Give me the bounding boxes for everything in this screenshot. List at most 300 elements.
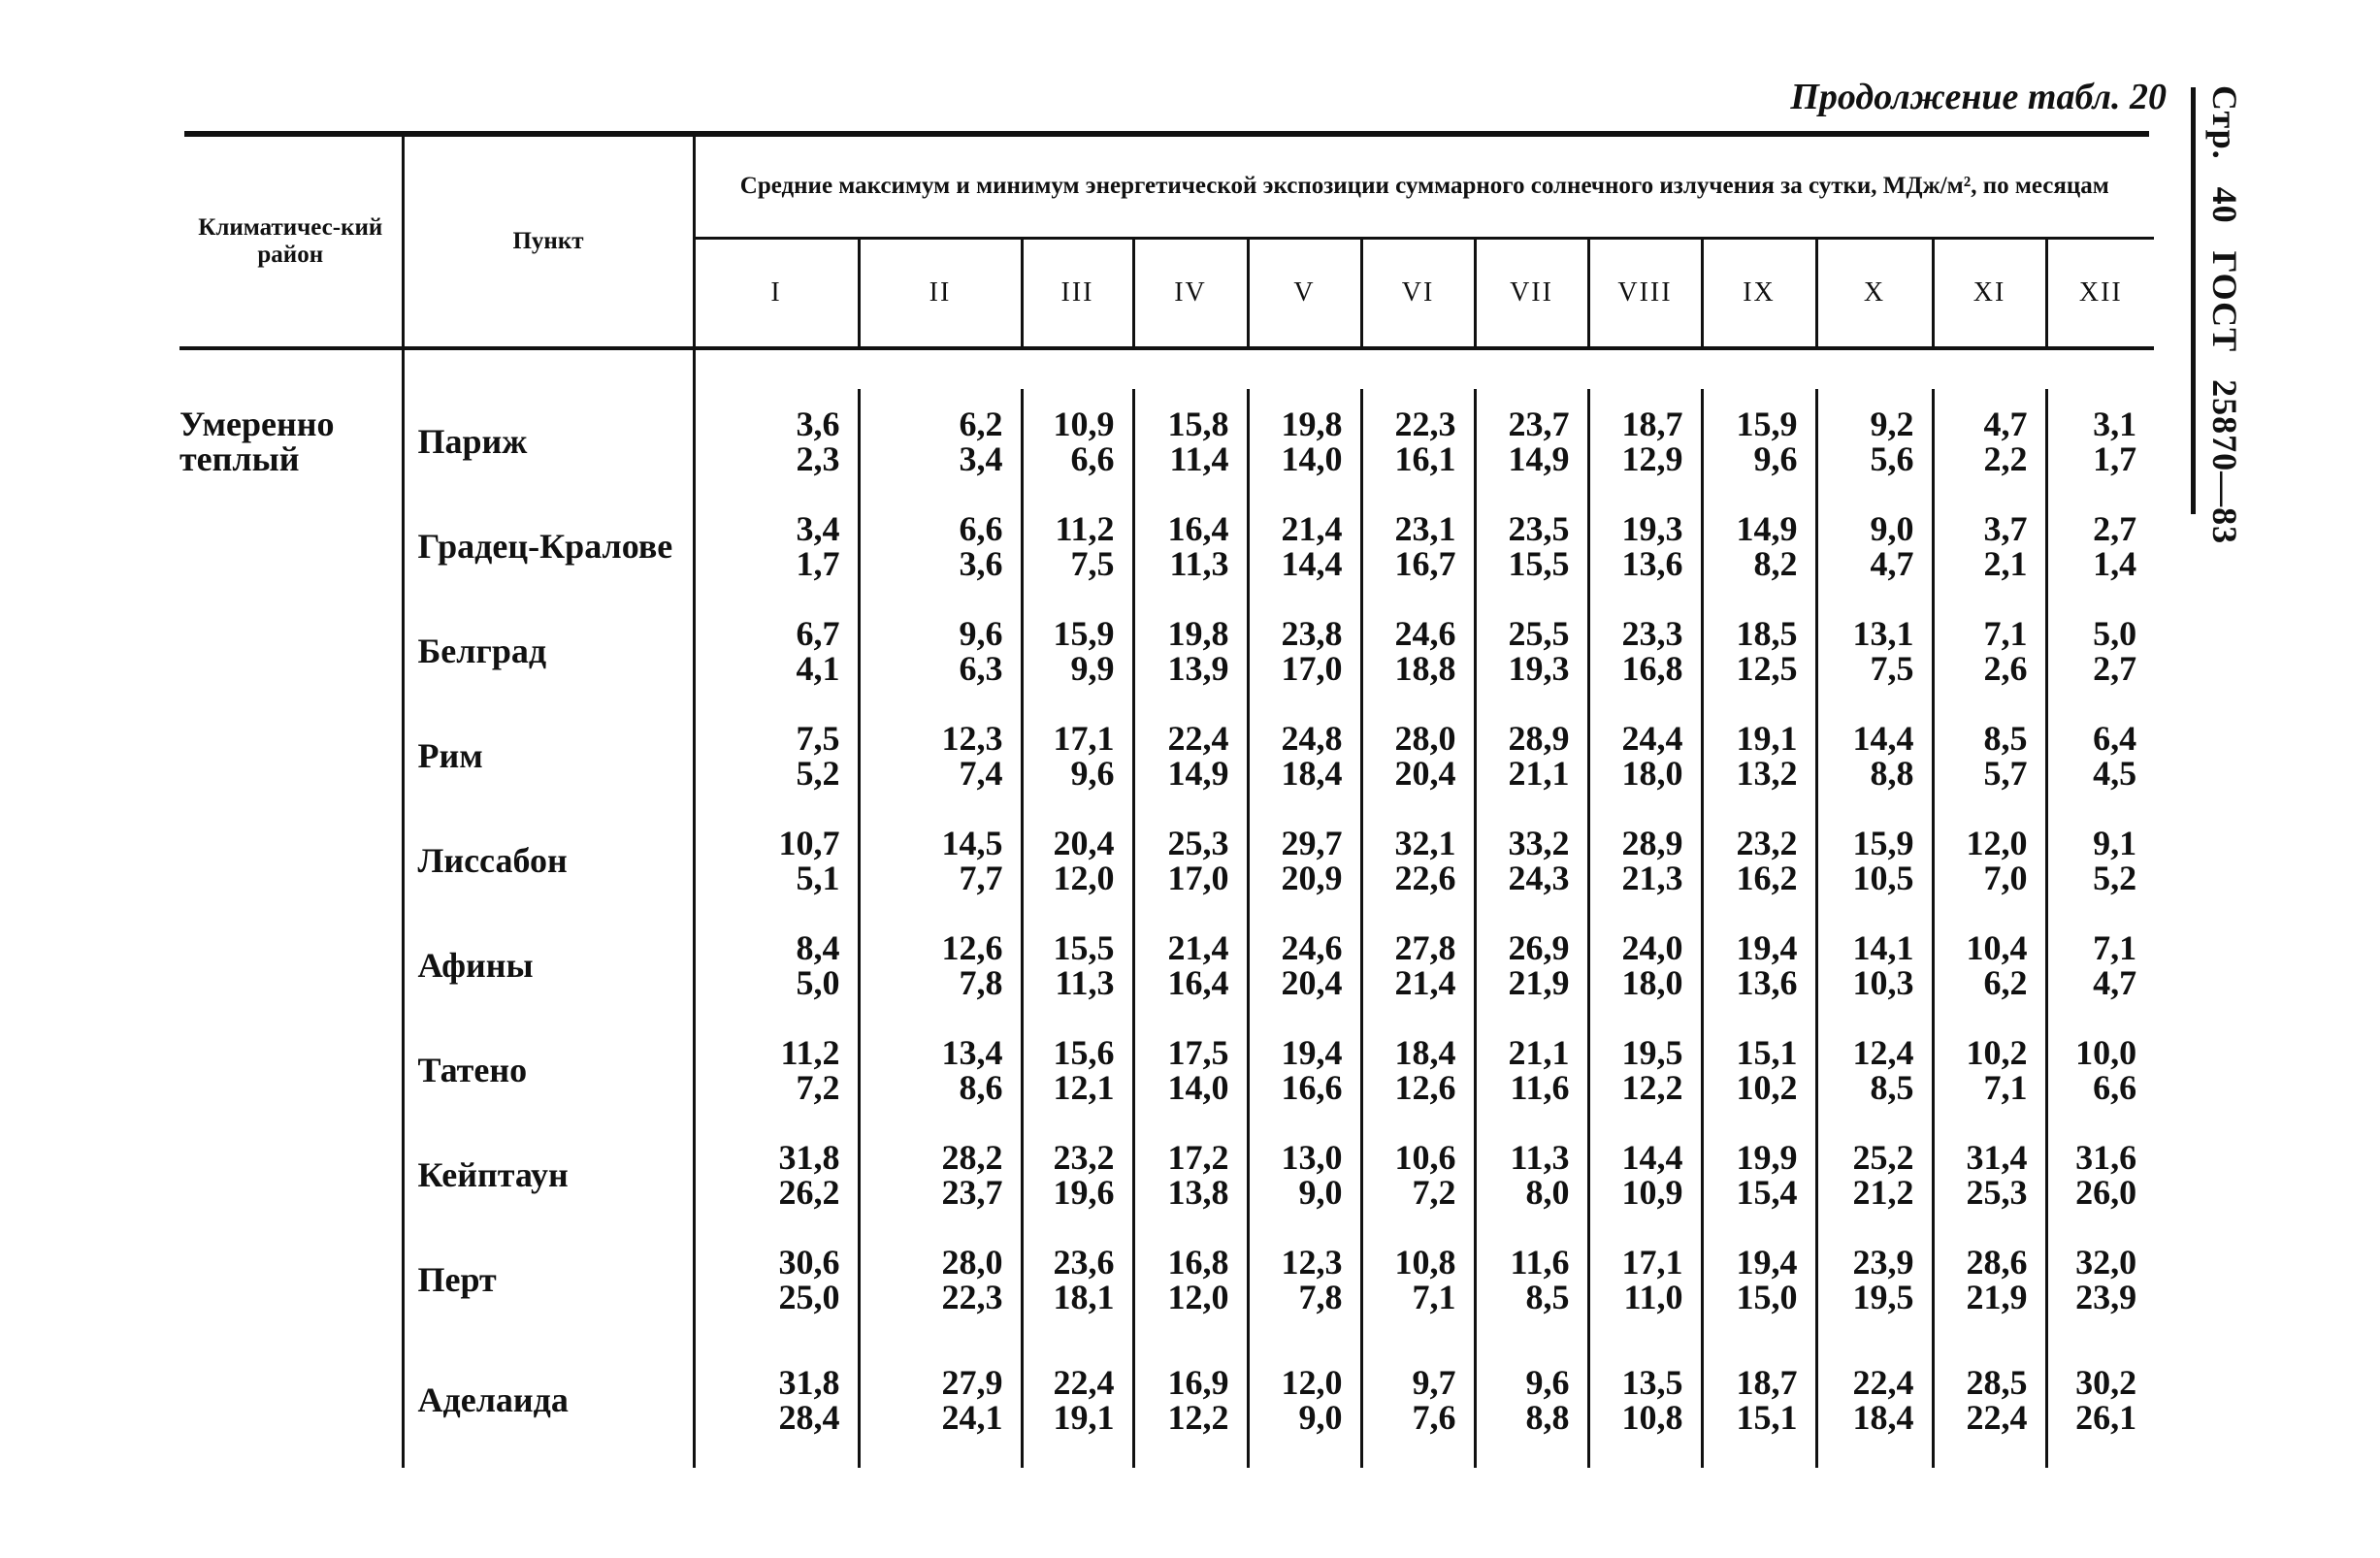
max-value: 29,7 (1281, 824, 1343, 862)
max-value: 19,8 (1281, 405, 1343, 443)
min-value: 18,4 (1852, 1398, 1914, 1437)
value-cell (1248, 703, 1361, 808)
empty-cell (179, 913, 403, 1018)
value-cell (694, 703, 859, 808)
value-cell (1702, 494, 1816, 599)
value-cell (1361, 913, 1475, 1018)
max-value: 18,7 (1621, 405, 1683, 443)
min-value: 14,0 (1281, 439, 1343, 478)
min-value: 23,9 (2075, 1278, 2137, 1316)
value-cell (1022, 703, 1133, 808)
max-value: 6,7 (796, 614, 840, 653)
min-value: 10,9 (1621, 1173, 1683, 1212)
max-value: 26,9 (1508, 928, 1570, 967)
value-cell (1133, 913, 1248, 1018)
max-value: 10,2 (1966, 1033, 2028, 1072)
min-value: 3,4 (959, 439, 1003, 478)
value-cell (1933, 494, 2046, 599)
value-cell (1588, 1227, 1702, 1332)
max-value: 28,9 (1508, 719, 1570, 758)
max-value: 15,9 (1736, 405, 1798, 443)
value-cell (694, 1122, 859, 1227)
min-value: 9,6 (1070, 754, 1115, 793)
place-name: Афины (403, 913, 694, 1018)
value-cell (2046, 808, 2154, 913)
min-value: 16,1 (1394, 439, 1456, 478)
value-cell (1475, 913, 1588, 1018)
max-value: 23,8 (1281, 614, 1343, 653)
value-cell (1475, 1122, 1588, 1227)
value-cell (859, 703, 1022, 808)
min-value: 20,4 (1394, 754, 1456, 793)
place-name: Аделаида (403, 1332, 694, 1468)
value-cell (1248, 1122, 1361, 1227)
value-cell (1588, 1018, 1702, 1122)
min-value: 12,1 (1053, 1068, 1115, 1107)
min-value: 18,8 (1394, 649, 1456, 688)
min-value: 11,0 (1623, 1278, 1683, 1316)
min-value: 17,0 (1281, 649, 1343, 688)
max-value: 10,0 (2075, 1033, 2137, 1072)
max-value: 33,2 (1508, 824, 1570, 862)
min-value: 19,6 (1053, 1173, 1115, 1212)
min-value: 9,0 (1298, 1398, 1343, 1437)
value-cell (1588, 913, 1702, 1018)
min-value: 14,4 (1281, 544, 1343, 583)
month-header: VIII (1588, 239, 1702, 349)
value-cell (1475, 1227, 1588, 1332)
min-value: 7,6 (1412, 1398, 1456, 1437)
value-cell (859, 389, 1022, 494)
max-value: 22,4 (1167, 719, 1229, 758)
value-cell (1933, 1018, 2046, 1122)
min-value: 12,5 (1736, 649, 1798, 688)
max-value: 27,9 (941, 1363, 1003, 1402)
value-cell (2046, 599, 2154, 703)
month-header: XII (2046, 239, 2154, 349)
max-value: 4,7 (1983, 405, 2028, 443)
min-value: 4,5 (2093, 754, 2137, 793)
max-value: 9,1 (2093, 824, 2137, 862)
min-value: 15,5 (1508, 544, 1570, 583)
max-value: 11,2 (780, 1033, 840, 1072)
max-value: 3,1 (2093, 405, 2137, 443)
max-value: 7,1 (1983, 614, 2028, 653)
max-value: 19,4 (1281, 1033, 1343, 1072)
value-cell (1702, 389, 1816, 494)
value-cell (1248, 389, 1361, 494)
value-cell (694, 1332, 859, 1468)
value-cell (1133, 1122, 1248, 1227)
min-value: 25,0 (778, 1278, 840, 1316)
value-cell (1475, 808, 1588, 913)
max-value: 14,9 (1736, 509, 1798, 548)
max-value: 19,5 (1621, 1033, 1683, 1072)
value-cell (1702, 913, 1816, 1018)
max-value: 14,4 (1621, 1138, 1683, 1177)
max-value: 23,3 (1621, 614, 1683, 653)
value-cell (1702, 599, 1816, 703)
max-value: 28,0 (941, 1243, 1003, 1282)
value-cell (1022, 1332, 1133, 1468)
table-row (179, 913, 2154, 1018)
max-value: 30,6 (778, 1243, 840, 1282)
table-row (179, 1227, 2154, 1332)
min-value: 20,9 (1281, 859, 1343, 897)
min-value: 11,4 (1169, 439, 1229, 478)
value-cell (1133, 1332, 1248, 1468)
value-cell (1816, 1332, 1933, 1468)
min-value: 5,2 (796, 754, 840, 793)
min-value: 8,8 (1525, 1398, 1570, 1437)
value-cell (1475, 1018, 1588, 1122)
value-cell (1133, 1227, 1248, 1332)
max-value: 6,4 (2093, 719, 2137, 758)
value-cell (1248, 1227, 1361, 1332)
table-caption: Продолжение табл. 20 (1790, 77, 2167, 117)
max-value: 19,4 (1736, 1243, 1798, 1282)
month-header: III (1022, 239, 1133, 349)
empty-cell (179, 808, 403, 913)
max-value: 32,1 (1394, 824, 1456, 862)
value-cell (1248, 808, 1361, 913)
value-cell (1133, 1018, 1248, 1122)
max-value: 19,4 (1736, 928, 1798, 967)
max-value: 31,8 (778, 1138, 840, 1177)
max-value: 14,5 (941, 824, 1003, 862)
value-cell (1702, 1018, 1816, 1122)
min-value: 18,4 (1281, 754, 1343, 793)
page-side-label: Стр. 40 ГОСТ 25870—83 (2205, 85, 2244, 545)
max-value: 28,6 (1966, 1243, 2028, 1282)
min-value: 7,1 (1412, 1278, 1456, 1316)
value-cell (2046, 494, 2154, 599)
value-cell (1588, 703, 1702, 808)
min-value: 15,4 (1736, 1173, 1798, 1212)
month-header: I (694, 239, 859, 349)
max-value: 9,2 (1870, 405, 1914, 443)
max-value: 3,7 (1983, 509, 2028, 548)
max-value: 15,8 (1167, 405, 1229, 443)
min-value: 19,1 (1053, 1398, 1115, 1437)
value-cell (1133, 808, 1248, 913)
max-value: 6,6 (959, 509, 1003, 548)
min-value: 8,5 (1870, 1068, 1914, 1107)
value-cell (694, 1227, 859, 1332)
region-column-header: Климатичес-кий район (179, 136, 403, 348)
max-value: 16,8 (1167, 1243, 1229, 1282)
value-cell (1816, 1018, 1933, 1122)
value-cell (1588, 1332, 1702, 1468)
max-value: 7,5 (796, 719, 840, 758)
value-cell (1022, 494, 1133, 599)
max-value: 28,9 (1621, 824, 1683, 862)
max-value: 18,4 (1394, 1033, 1456, 1072)
min-value: 4,7 (2093, 963, 2137, 1002)
max-value: 9,6 (959, 614, 1003, 653)
min-value: 13,9 (1167, 649, 1229, 688)
min-value: 10,2 (1736, 1068, 1798, 1107)
min-value: 17,0 (1167, 859, 1229, 897)
max-value: 18,5 (1736, 614, 1798, 653)
min-value: 25,3 (1966, 1173, 2028, 1212)
max-value: 22,3 (1394, 405, 1456, 443)
max-value: 10,6 (1394, 1138, 1456, 1177)
value-cell (859, 1332, 1022, 1468)
max-value: 17,1 (1053, 719, 1115, 758)
min-value: 7,1 (1983, 1068, 2028, 1107)
value-cell (1702, 808, 1816, 913)
max-value: 15,5 (1053, 928, 1115, 967)
min-value: 7,4 (959, 754, 1003, 793)
min-value: 28,4 (778, 1398, 840, 1437)
max-value: 16,4 (1167, 509, 1229, 548)
month-header: IV (1133, 239, 1248, 349)
value-cell (1133, 599, 1248, 703)
table-row (179, 494, 2154, 599)
place-name: Градец-Кралове (403, 494, 694, 599)
value-cell (859, 494, 1022, 599)
max-value: 23,6 (1053, 1243, 1115, 1282)
table-row (179, 599, 2154, 703)
min-value: 22,4 (1966, 1398, 2028, 1437)
max-value: 31,4 (1966, 1138, 2028, 1177)
value-cell (1702, 1332, 1816, 1468)
min-value: 7,7 (959, 859, 1003, 897)
max-value: 24,0 (1621, 928, 1683, 967)
min-value: 21,4 (1394, 963, 1456, 1002)
value-cell (1248, 599, 1361, 703)
min-value: 5,2 (2093, 859, 2137, 897)
min-value: 6,2 (1983, 963, 2028, 1002)
max-value: 13,4 (941, 1033, 1003, 1072)
max-value: 21,4 (1281, 509, 1343, 548)
max-value: 22,4 (1053, 1363, 1115, 1402)
min-value: 7,5 (1070, 544, 1115, 583)
min-value: 16,7 (1394, 544, 1456, 583)
value-cell (1816, 389, 1933, 494)
empty-cell (179, 1018, 403, 1122)
min-value: 4,1 (796, 649, 840, 688)
months-group-header: Средние максимум и минимум энергетической экспозиции суммарного солнечного излучения за сутки, МДж/м², по месяцам (694, 136, 2154, 239)
min-value: 21,9 (1508, 963, 1570, 1002)
min-value: 9,9 (1070, 649, 1115, 688)
max-value: 31,8 (778, 1363, 840, 1402)
min-value: 19,5 (1852, 1278, 1914, 1316)
value-cell (1588, 1122, 1702, 1227)
min-value: 26,1 (2075, 1398, 2137, 1437)
min-value: 6,3 (959, 649, 1003, 688)
value-cell (1133, 703, 1248, 808)
min-value: 15,0 (1736, 1278, 1798, 1316)
value-cell (859, 1122, 1022, 1227)
value-cell (694, 913, 859, 1018)
value-cell (1361, 1332, 1475, 1468)
min-value: 15,1 (1736, 1398, 1798, 1437)
page-side-rule (2191, 87, 2196, 514)
month-header: X (1816, 239, 1933, 349)
place-name: Лиссабон (403, 808, 694, 913)
value-cell (1133, 389, 1248, 494)
value-cell (859, 913, 1022, 1018)
value-cell (1022, 1122, 1133, 1227)
min-value: 12,9 (1621, 439, 1683, 478)
max-value: 13,1 (1852, 614, 1914, 653)
min-value: 18,0 (1621, 963, 1683, 1002)
max-value: 28,0 (1394, 719, 1456, 758)
table-row (179, 1332, 2154, 1468)
empty-cell (179, 1227, 403, 1332)
value-cell (1816, 808, 1933, 913)
min-value: 24,1 (941, 1398, 1003, 1437)
min-value: 19,3 (1508, 649, 1570, 688)
climatic-region: Умеренно теплый (179, 405, 335, 478)
min-value: 7,8 (1298, 1278, 1343, 1316)
max-value: 14,1 (1852, 928, 1914, 967)
value-cell (1933, 1227, 2046, 1332)
max-value: 12,3 (941, 719, 1003, 758)
max-value: 13,5 (1621, 1363, 1683, 1402)
min-value: 8,2 (1753, 544, 1798, 583)
min-value: 10,8 (1621, 1398, 1683, 1437)
max-value: 11,6 (1510, 1243, 1570, 1282)
max-value: 28,2 (941, 1138, 1003, 1177)
min-value: 7,2 (796, 1068, 840, 1107)
empty-cell (179, 1122, 403, 1227)
value-cell (1022, 1018, 1133, 1122)
max-value: 10,7 (778, 824, 840, 862)
min-value: 13,2 (1736, 754, 1798, 793)
value-cell (1361, 1122, 1475, 1227)
max-value: 19,8 (1167, 614, 1229, 653)
max-value: 16,9 (1167, 1363, 1229, 1402)
min-value: 18,1 (1053, 1278, 1115, 1316)
min-value: 11,3 (1169, 544, 1229, 583)
max-value: 2,7 (2093, 509, 2137, 548)
value-cell (1361, 1018, 1475, 1122)
value-cell (2046, 389, 2154, 494)
max-value: 24,6 (1281, 928, 1343, 967)
min-value: 4,7 (1870, 544, 1914, 583)
value-cell (859, 1018, 1022, 1122)
min-value: 3,6 (959, 544, 1003, 583)
place-name: Париж (403, 389, 694, 494)
min-value: 7,5 (1870, 649, 1914, 688)
value-cell (1933, 389, 2046, 494)
max-value: 24,6 (1394, 614, 1456, 653)
max-value: 15,1 (1736, 1033, 1798, 1072)
value-cell (1816, 599, 1933, 703)
max-value: 20,4 (1053, 824, 1115, 862)
table-row (179, 389, 2154, 494)
value-cell (1475, 389, 1588, 494)
table-body (179, 348, 2154, 1468)
value-cell (1933, 703, 2046, 808)
value-cell (859, 808, 1022, 913)
max-value: 10,9 (1053, 405, 1115, 443)
min-value: 5,6 (1870, 439, 1914, 478)
max-value: 18,7 (1736, 1363, 1798, 1402)
min-value: 12,0 (1167, 1278, 1229, 1316)
value-cell (1475, 494, 1588, 599)
min-value: 9,6 (1753, 439, 1798, 478)
value-cell (1361, 599, 1475, 703)
value-cell (1588, 494, 1702, 599)
value-cell (694, 389, 859, 494)
min-value: 10,3 (1852, 963, 1914, 1002)
min-value: 24,3 (1508, 859, 1570, 897)
empty-cell (179, 599, 403, 703)
max-value: 23,2 (1053, 1138, 1115, 1177)
min-value: 7,0 (1983, 859, 2028, 897)
value-cell (1361, 389, 1475, 494)
max-value: 11,3 (1510, 1138, 1570, 1177)
max-value: 25,2 (1852, 1138, 1914, 1177)
max-value: 22,4 (1852, 1363, 1914, 1402)
min-value: 12,2 (1167, 1398, 1229, 1437)
value-cell (2046, 1332, 2154, 1468)
value-cell (2046, 1227, 2154, 1332)
place-name: Перт (403, 1227, 694, 1332)
max-value: 32,0 (2075, 1243, 2137, 1282)
value-cell (1816, 703, 1933, 808)
max-value: 11,2 (1055, 509, 1115, 548)
value-cell (1361, 703, 1475, 808)
min-value: 12,0 (1053, 859, 1115, 897)
value-cell (1702, 1227, 1816, 1332)
max-value: 24,8 (1281, 719, 1343, 758)
min-value: 20,4 (1281, 963, 1343, 1002)
min-value: 16,6 (1281, 1068, 1343, 1107)
value-cell (1475, 1332, 1588, 1468)
value-cell (1133, 494, 1248, 599)
min-value: 1,4 (2093, 544, 2137, 583)
min-value: 12,6 (1394, 1068, 1456, 1107)
value-cell (2046, 1122, 2154, 1227)
min-value: 5,1 (796, 859, 840, 897)
min-value: 23,7 (941, 1173, 1003, 1212)
value-cell (1475, 703, 1588, 808)
place-name: Белград (403, 599, 694, 703)
value-cell (1022, 913, 1133, 1018)
empty-cell (179, 703, 403, 808)
value-cell (1361, 1227, 1475, 1332)
min-value: 6,6 (1070, 439, 1115, 478)
min-value: 21,3 (1621, 859, 1683, 897)
solar-exposure-table (179, 136, 2154, 1468)
table-row (179, 808, 2154, 913)
max-value: 17,2 (1167, 1138, 1229, 1177)
table-header (179, 136, 2154, 348)
min-value: 14,0 (1167, 1068, 1229, 1107)
value-cell (1588, 389, 1702, 494)
min-value: 14,9 (1508, 439, 1570, 478)
value-cell (694, 494, 859, 599)
max-value: 9,0 (1870, 509, 1914, 548)
value-cell (1022, 389, 1133, 494)
max-value: 23,7 (1508, 405, 1570, 443)
min-value: 2,7 (2093, 649, 2137, 688)
min-value: 13,6 (1621, 544, 1683, 583)
max-value: 14,4 (1852, 719, 1914, 758)
value-cell (1933, 599, 2046, 703)
month-header: VII (1475, 239, 1588, 349)
max-value: 19,1 (1736, 719, 1798, 758)
max-value: 23,9 (1852, 1243, 1914, 1282)
max-value: 12,0 (1281, 1363, 1343, 1402)
min-value: 16,8 (1621, 649, 1683, 688)
max-value: 17,1 (1621, 1243, 1683, 1282)
